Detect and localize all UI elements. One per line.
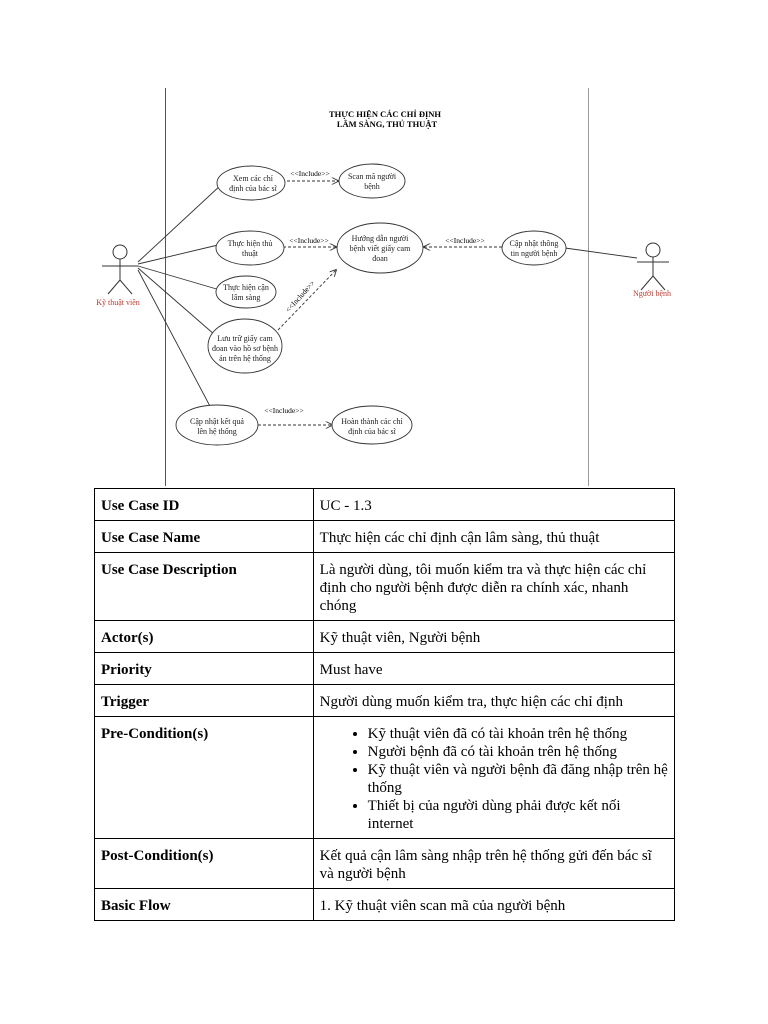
uc-complete-text-1: Hoàn thành các chỉ bbox=[341, 417, 403, 426]
table-row bbox=[95, 521, 675, 553]
post-conditions-label: Post-Condition(s) bbox=[95, 839, 314, 889]
include-label-3: <<Include>> bbox=[445, 236, 485, 245]
trigger-label: Trigger bbox=[95, 685, 314, 717]
table-row bbox=[95, 685, 675, 717]
uc-view-text-1: Xem các chỉ bbox=[233, 174, 273, 183]
list-item: • Người bệnh đã có tài khoản trên hệ thống bbox=[368, 743, 668, 761]
list-item: • Kỹ thuật viên đã có tài khoản trên hệ thống bbox=[368, 725, 668, 743]
include-label-2: <<Include>> bbox=[289, 236, 329, 245]
uc-proc-text-1: Thực hiện thủ bbox=[227, 239, 273, 248]
usecase-paraclinical bbox=[216, 276, 276, 308]
use-case-description-label: Use Case Description bbox=[95, 553, 314, 621]
table-row bbox=[95, 489, 675, 521]
priority-label: Priority bbox=[95, 653, 314, 685]
post-conditions-value: Kết quả cận lâm sàng nhập trên hệ thống gửi đến bác sĩ và người bệnh bbox=[313, 839, 674, 889]
use-case-diagram bbox=[0, 0, 768, 490]
actor-right-label: Người bệnh bbox=[632, 289, 672, 298]
include-label-5: <<Include>> bbox=[264, 406, 304, 415]
uc-guide-text-2: bệnh viết giấy cam bbox=[349, 244, 411, 253]
uc-store-text-3: án trên hệ thống bbox=[219, 354, 271, 363]
pre-conditions-label: Pre-Condition(s) bbox=[95, 717, 314, 839]
actor-right-figure bbox=[637, 243, 669, 290]
actor-left-label: Kỹ thuật viên bbox=[96, 298, 140, 307]
uc-paraclinic-text-2: lâm sàng bbox=[231, 293, 261, 302]
table-row bbox=[95, 621, 675, 653]
trigger-value: Người dùng muốn kiểm tra, thực hiện các chỉ định bbox=[313, 685, 674, 717]
usecase-view-orders bbox=[217, 166, 285, 200]
include-label-1: <<Include>> bbox=[290, 169, 330, 178]
actors-label: Actor(s) bbox=[95, 621, 314, 653]
uc-update-info-text-2: tin người bệnh bbox=[510, 249, 558, 258]
use-case-table bbox=[94, 488, 675, 921]
table-row bbox=[95, 717, 675, 839]
list-item: • Kỹ thuật viên và người bệnh đã đăng nhập trên hệ thống bbox=[368, 761, 668, 797]
uc-scan-text-1: Scan mã người bbox=[347, 172, 397, 181]
table-row bbox=[95, 889, 675, 921]
table-row bbox=[95, 553, 675, 621]
table-row bbox=[95, 653, 675, 685]
uc-store-text-1: Lưu trữ giấy cam bbox=[217, 334, 273, 343]
usecase-scan-code bbox=[339, 164, 405, 198]
use-case-description-value: Là người dùng, tôi muốn kiểm tra và thực hiện các chỉ định cho người bệnh được diễn ra chính xác, nhanh chóng bbox=[313, 553, 674, 621]
use-case-name-value: Thực hiện các chỉ định cận lâm sàng, thủ thuật bbox=[313, 521, 674, 553]
use-case-name-label: Use Case Name bbox=[95, 521, 314, 553]
table-row bbox=[95, 839, 675, 889]
uc-view-text-2: định của bác sĩ bbox=[229, 184, 277, 193]
use-case-id-label: Use Case ID bbox=[95, 489, 314, 521]
uc-scan-text-2: bệnh bbox=[364, 182, 380, 191]
diagram-title-line1: THỰC HIỆN CÁC CHỈ ĐỊNH bbox=[328, 109, 442, 119]
diagram-title-line2: LÂM SÀNG, THỦ THUẬT bbox=[336, 119, 438, 129]
use-case-id-value: UC - 1.3 bbox=[313, 489, 674, 521]
uc-paraclinic-text-1: Thực hiện cận bbox=[223, 283, 269, 292]
list-item: • Thiết bị của người dùng phải được kết nối internet bbox=[368, 797, 668, 833]
uc-store-text-2: đoan vào hồ sơ bệnh bbox=[212, 344, 278, 353]
uc-complete-text-2: định của bác sĩ bbox=[348, 427, 396, 436]
pre-conditions-value bbox=[313, 717, 674, 839]
basic-flow-value: 1. Kỹ thuật viên scan mã của người bệnh bbox=[313, 889, 674, 921]
association-lines bbox=[138, 184, 637, 410]
usecase-update-patient-info bbox=[502, 231, 566, 265]
usecase-do-procedure bbox=[216, 231, 284, 265]
uc-update-result-text-2: lên hệ thống bbox=[197, 427, 237, 436]
uc-update-result-text-1: Cập nhật kết quả bbox=[190, 417, 244, 426]
priority-value: Must have bbox=[313, 653, 674, 685]
pre-conditions-list bbox=[320, 725, 668, 833]
uc-update-info-text-1: Cập nhật thông bbox=[509, 239, 559, 248]
uc-proc-text-2: thuật bbox=[242, 249, 258, 258]
include-label-4: <<Include>> bbox=[283, 278, 317, 314]
actor-left-figure bbox=[102, 245, 138, 294]
basic-flow-label: Basic Flow bbox=[95, 889, 314, 921]
uc-guide-text-1: Hướng dẫn người bbox=[351, 234, 409, 243]
actors-value: Kỹ thuật viên, Người bệnh bbox=[313, 621, 674, 653]
uc-guide-text-3: đoan bbox=[372, 254, 388, 263]
